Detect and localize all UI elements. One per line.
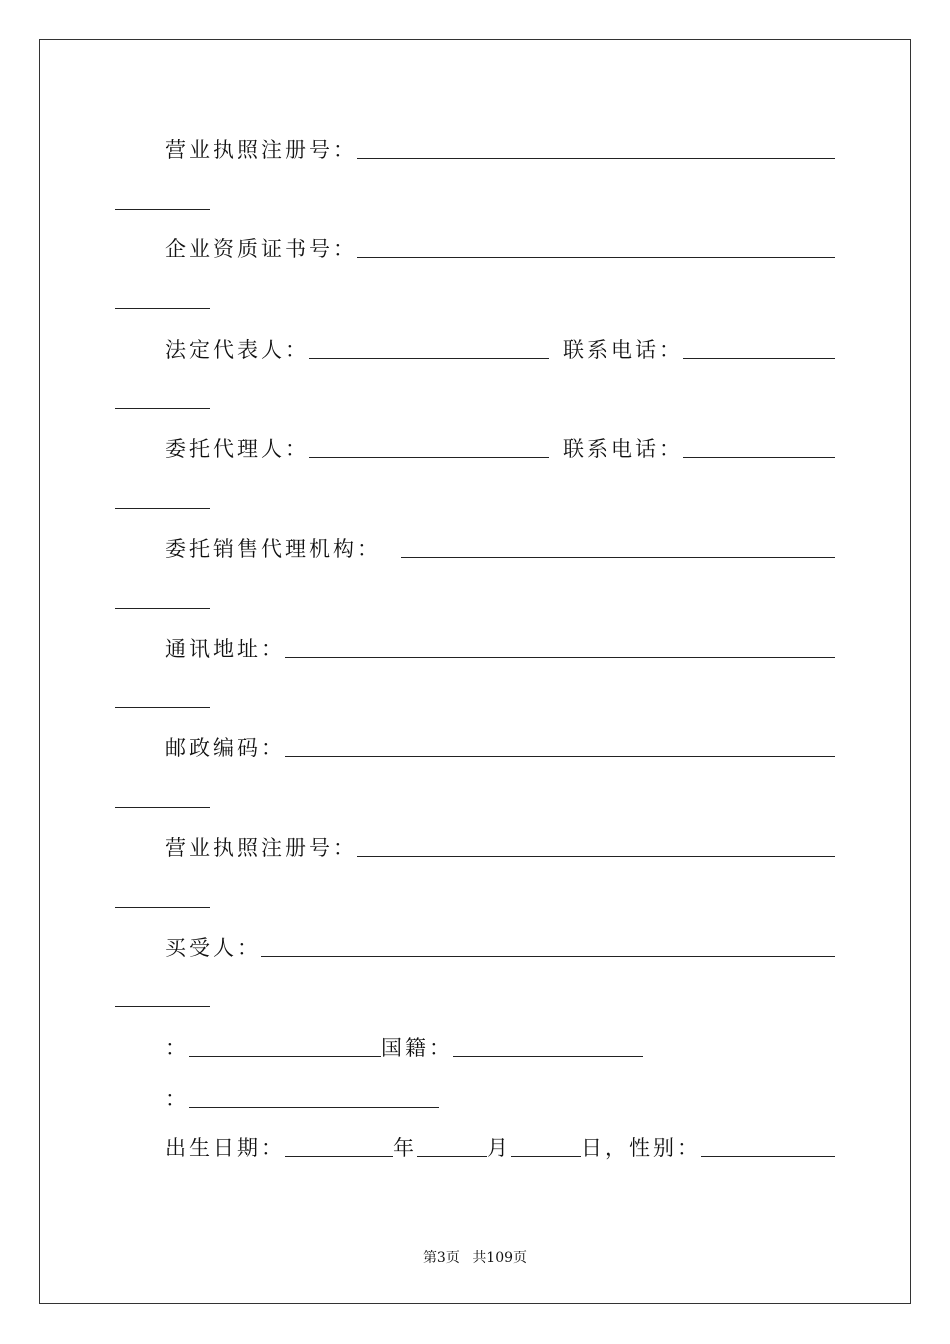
name-nationality-row [165, 1028, 835, 1060]
sales-agency-label: 委托销售代理机构： [165, 537, 381, 561]
page-footer [0, 1247, 950, 1267]
sales-agency-blank[interactable] [401, 557, 835, 558]
birth-month-blank[interactable] [417, 1156, 487, 1157]
continuation-line [115, 608, 210, 609]
continuation-line [115, 907, 210, 908]
page-total: 共109页 [472, 1250, 528, 1266]
legal-rep-label: 法定代表人： [165, 338, 309, 362]
birth-day-blank[interactable] [511, 1156, 581, 1157]
postcode-row [165, 728, 835, 760]
address-blank[interactable] [285, 657, 835, 658]
nationality-blank[interactable] [453, 1056, 643, 1057]
birth-year-blank[interactable] [285, 1156, 393, 1157]
colon-label: ： [165, 1087, 189, 1111]
postcode-label: 邮政编码： [165, 736, 285, 760]
gender-blank[interactable] [701, 1156, 835, 1157]
colon-label: ： [165, 1036, 189, 1060]
birth-date-label: 出生日期： [165, 1136, 285, 1160]
year-label: 年 [393, 1136, 417, 1160]
continuation-line [115, 807, 210, 808]
page-number: 第3页 [422, 1250, 460, 1266]
legal-rep-blank[interactable] [309, 358, 549, 359]
license-number-blank[interactable] [357, 158, 835, 159]
address-label: 通讯地址： [165, 637, 285, 661]
qualification-label: 企业资质证书号： [165, 237, 357, 261]
sales-agency-row [165, 529, 835, 561]
license-number-blank[interactable] [357, 856, 835, 857]
contact-phone-label: 联系电话： [563, 437, 683, 461]
agent-label: 委托代理人： [165, 437, 309, 461]
continuation-line [115, 408, 210, 409]
buyer-row [165, 928, 835, 960]
postcode-blank[interactable] [285, 756, 835, 757]
contact-phone-blank[interactable] [683, 358, 835, 359]
qualification-row [165, 229, 835, 261]
nationality-label: 国籍： [381, 1036, 453, 1060]
legal-rep-row [165, 330, 835, 362]
birth-gender-row [165, 1128, 835, 1160]
address-row [165, 629, 835, 661]
agent-blank[interactable] [309, 457, 549, 458]
month-label: 月 [487, 1136, 511, 1160]
license-number-row-1 [165, 130, 835, 162]
day-gender-label: 日，性别： [581, 1136, 701, 1160]
license-number-label: 营业执照注册号： [165, 138, 357, 162]
license-number-label: 营业执照注册号： [165, 836, 357, 860]
agent-row [165, 429, 835, 461]
buyer-label: 买受人： [165, 936, 261, 960]
id-blank[interactable] [189, 1107, 439, 1108]
continuation-line [115, 508, 210, 509]
buyer-blank[interactable] [261, 956, 835, 957]
continuation-line [115, 308, 210, 309]
name-blank[interactable] [189, 1056, 381, 1057]
qualification-blank[interactable] [357, 257, 835, 258]
contact-phone-label: 联系电话： [563, 338, 683, 362]
license-number-row-2 [165, 828, 835, 860]
continuation-line [115, 209, 210, 210]
id-row [165, 1079, 835, 1111]
continuation-line [115, 707, 210, 708]
continuation-line [115, 1006, 210, 1007]
contact-phone-blank[interactable] [683, 457, 835, 458]
